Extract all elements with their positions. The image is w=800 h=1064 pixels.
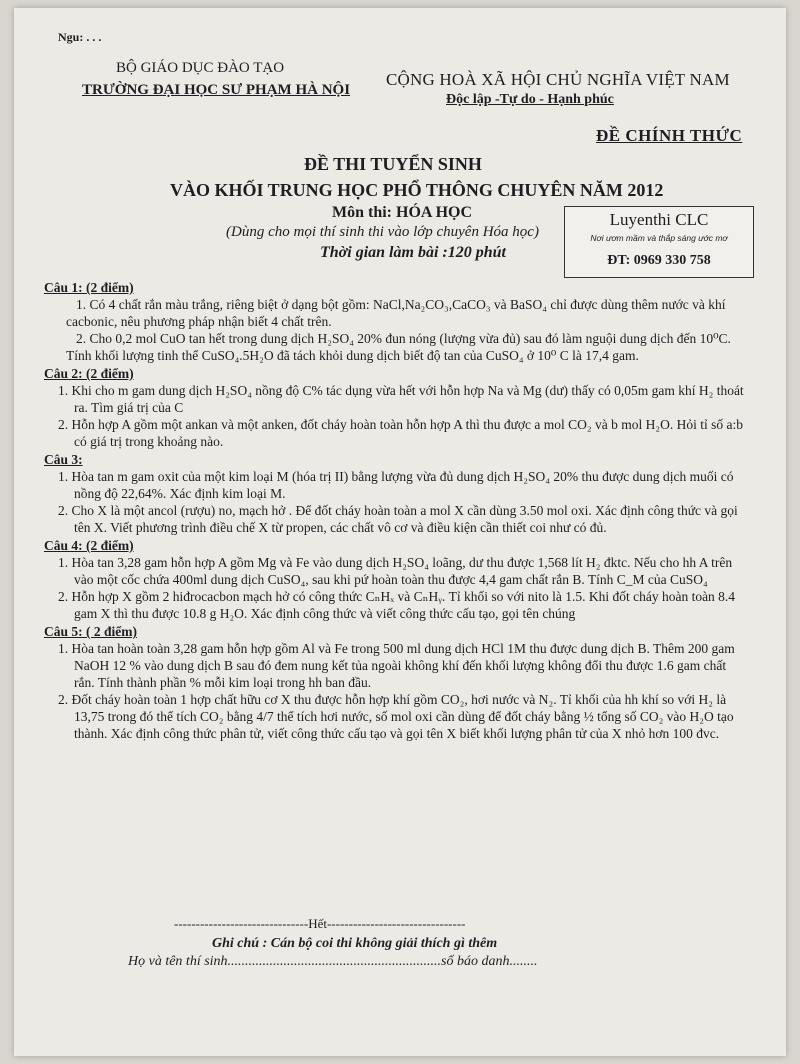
stamp-name: Luyenthi CLC <box>609 210 709 229</box>
republic-name: CỘNG HOÀ XÃ HỘI CHỦ NGHĨA VIỆT NAM <box>386 70 730 89</box>
question-2-item-1: 1. Khi cho m gam dung dịch H₂SO₄ nồng độ C% tác dụng vừa hết với hỗn hợp Na và Mg (dư) thấy có 0,05m gam khí H₂ thoát ra. Tìm giá trị của C <box>58 383 744 415</box>
watermark-stamp <box>564 206 754 278</box>
school-name: TRƯỜNG ĐẠI HỌC SƯ PHẠM HÀ NỘI <box>82 82 351 98</box>
stamp-slogan: Nơi ươm mầm và thắp sáng ước mơ <box>590 233 728 243</box>
stamp-phone: ĐT: 0969 330 758 <box>607 253 711 268</box>
ministry-name: BỘ GIÁO DỤC ĐÀO TẠO <box>116 60 285 76</box>
question-5-item-1: 1. Hòa tan hoàn toàn 3,28 gam hỗn hợp gồm Al và Fe trong 500 ml dung dịch HCl 1M thu được dung dịch B. Thêm 200 gam NaOH 12 % vào dung dịch B sau đó đem nung kết tủa ngoài không khí đến khối lượng không đổi thu được 1.6 gam chất rắn. Tính thành phần % mỗi kim loại trong hh ban đầu. <box>58 641 735 690</box>
official-label: ĐỀ CHÍNH THỨC <box>596 126 743 145</box>
question-3-heading: Câu 3: <box>44 452 83 467</box>
question-1-item-2: 2. Cho 0,2 mol CuO tan hết trong dung dịch H₂SO₄ 20% đun nóng (lượng vừa đủ) sau đó làm nguội dung dịch đến 10⁰C. Tính khối lượng tinh thể CuSO₄.5H₂O đã tách khỏi dung dịch biết độ tan của CuSO₄ ở 10⁰ C là 17,4 gam. <box>66 331 731 363</box>
end-marker: -------------------------------Hết-------------------------------- <box>174 916 466 931</box>
candidate-signature-line: Họ và tên thí sinh.............................................................số báo danh........ <box>128 954 538 969</box>
question-5-heading: Câu 5: ( 2 điểm) <box>44 624 137 639</box>
question-2-heading: Câu 2: (2 điểm) <box>44 366 134 381</box>
question-3-item-1: 1. Hòa tan m gam oxit của một kim loại M (hóa trị II) bằng lượng vừa đủ dung dịch H₂SO₄ 20% thu được dung dịch muối có nồng độ 22,64%. Xác định kim loại M. <box>58 469 734 501</box>
question-4-item-2: 2. Hỗn hợp X gồm 2 hiđrocacbon mạch hở có công thức CₙHₓ và CₙHᵧ. Tỉ khối so với nito là 1.5. Khi đốt cháy hoàn toàn 8.4 gam X thì thu được 10.8 g H₂O. Xác định công thức và viết công thức cấu tạo, gọi tên chúng <box>58 589 736 621</box>
exam-note: (Dùng cho mọi thí sinh thi vào lớp chuyên Hóa học) <box>226 224 539 240</box>
question-4-heading: Câu 4: (2 điểm) <box>44 538 134 553</box>
exam-subtitle: VÀO KHỐI TRUNG HỌC PHỔ THÔNG CHUYÊN NĂM 2012 <box>170 180 664 200</box>
question-1-item-1: 1. Có 4 chất rắn màu trắng, riêng biệt ở dạng bột gồm: NaCl,Na₂CO₃,CaCO₃ và BaSO₄ chỉ được dùng thêm nước và khí cacbonic, nêu phương pháp nhận biết 4 chất trên. <box>66 297 726 329</box>
question-2-item-2: 2. Hỗn hợp A gồm một ankan và một anken, đốt cháy hoàn toàn hỗn hợp A thì thu được a mol CO₂ và b mol H₂O. Hỏi tỉ số a:b có giá trị trong khoảng nào. <box>58 417 743 449</box>
footer-note: Ghi chú : Cán bộ coi thi không giải thích gì thêm <box>212 936 498 951</box>
national-motto: Độc lập -Tự do - Hạnh phúc <box>446 92 614 107</box>
questions-body <box>44 278 744 742</box>
ngu-label: Ngu: . . . <box>58 30 102 44</box>
question-3-item-2: 2. Cho X là một ancol (rượu) no, mạch hở . Để đốt cháy hoàn toàn a mol X cần dùng 3.50 mol oxi. Xác định công thức và gọi tên X. Viết phương trình điều chế X từ propen, các chất vô cơ và điều kiện cần thiết coi như có đủ. <box>58 503 738 535</box>
exam-subject: Môn thi: HÓA HỌC <box>332 204 473 221</box>
question-5-item-2: 2. Đốt cháy hoàn toàn 1 hợp chất hữu cơ X thu được hỗn hợp khí gồm CO₂, hơi nước và N₂. Tỉ khối của hh khí so với H₂ là 13,75 trong đó thể tích CO₂ bằng 4/7 thể tích hơi nước, số mol oxi cần dùng để đốt cháy bằng ½ tổng số CO₂ vào H₂O tạo thành. Xác định công thức phân tử, viết công thức cấu tạo và gọi tên X biết khối lượng phân tử của X nhỏ hơn 100 đvc. <box>58 692 734 741</box>
exam-paper <box>14 8 786 1056</box>
exam-title: ĐỀ THI TUYỂN SINH <box>304 154 482 174</box>
question-1-heading: Câu 1: (2 điểm) <box>44 280 134 295</box>
exam-duration: Thời gian làm bài :120 phút <box>320 244 506 261</box>
question-4-item-1: 1. Hòa tan 3,28 gam hỗn hợp A gồm Mg và Fe vào dung dịch H₂SO₄ loãng, dư thu được 1,568 lít H₂ đktc. Nếu cho hh A trên vào một cốc chứa 400ml dung dịch CuSO₄, sau khi pứ hoàn toàn thu được 4,4 gam chất rắn B. Tính C_M của CuSO₄ <box>58 555 733 587</box>
